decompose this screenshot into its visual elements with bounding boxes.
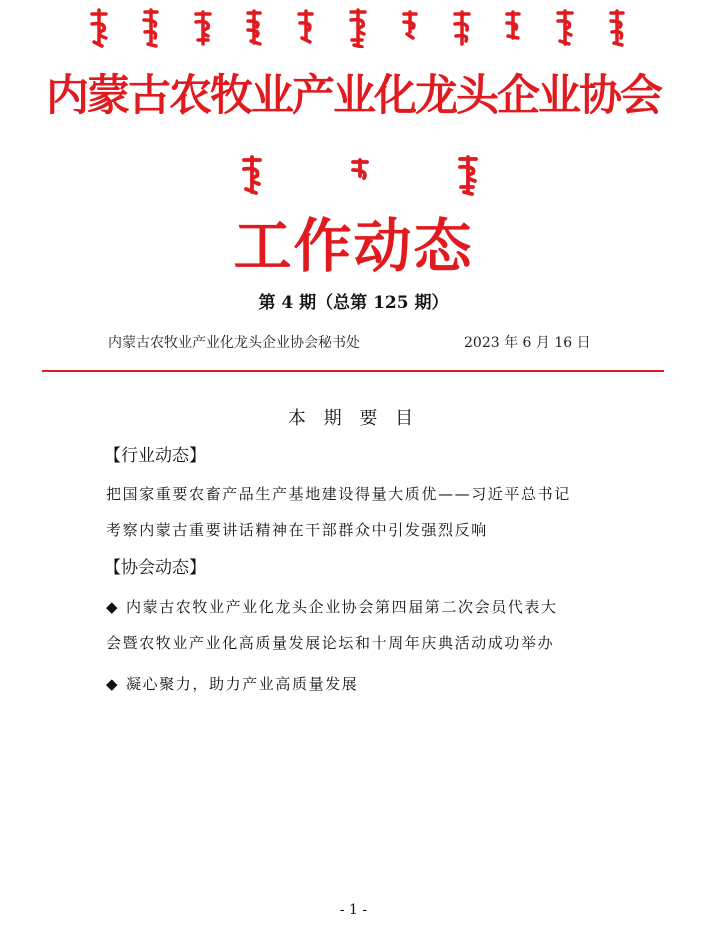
publication-date: 2023 年 6 月 16 日: [464, 335, 591, 351]
toc-entry-line: [106, 674, 626, 694]
toc-entry-line: 把国家重要农畜产品生产基地建设得量大质优——习近平总书记: [106, 485, 571, 503]
diamond-bullet-icon: ◆: [106, 675, 120, 693]
mongolian-word: [456, 154, 480, 196]
mongolian-word: [192, 8, 214, 48]
toc-heading: 本 期 要 目: [287, 408, 420, 429]
publication-title: 工作动态: [233, 212, 474, 280]
toc-entry-line: [106, 597, 626, 617]
mongolian-word: [240, 154, 264, 196]
issuing-office: 内蒙古农牧业产业化龙头企业协会秘书处: [108, 335, 360, 351]
toc-entry-text: 内蒙古农牧业产业化龙头企业协会第四届第二次会员代表大: [126, 598, 558, 616]
mongolian-word: [348, 154, 372, 196]
mongolian-word: [347, 8, 369, 48]
mongolian-word: [502, 8, 524, 48]
mongolian-word: [451, 8, 473, 48]
mongolian-word: [554, 8, 576, 48]
section-title-industry-news: 【行业动态】: [104, 446, 206, 466]
toc-entry-line: 考察内蒙古重要讲话精神在干部群众中引发强烈反响: [106, 521, 488, 539]
mongolian-word: [399, 8, 421, 48]
mongolian-word: [295, 8, 317, 48]
toc-entry-text: 凝心聚力，助力产业高质量发展: [126, 675, 359, 693]
page-number: - 1 -: [339, 902, 368, 918]
mongolian-word: [243, 8, 265, 48]
header-divider: [42, 370, 664, 372]
mongolian-publication-title: [240, 154, 480, 198]
mongolian-org-name: [88, 8, 628, 52]
mongolian-word: [606, 8, 628, 48]
issue-number: 第 4 期（总第 125 期）: [258, 293, 449, 313]
toc-entry-line: 会暨农牧业产业化高质量发展论坛和十周年庆典活动成功举办: [106, 634, 555, 652]
mongolian-word: [88, 8, 110, 48]
mongolian-word: [140, 8, 162, 48]
org-name-heading: 内蒙古农牧业产业化龙头企业协会: [46, 71, 661, 121]
diamond-bullet-icon: ◆: [106, 598, 120, 616]
section-title-association-news: 【协会动态】: [104, 558, 206, 578]
